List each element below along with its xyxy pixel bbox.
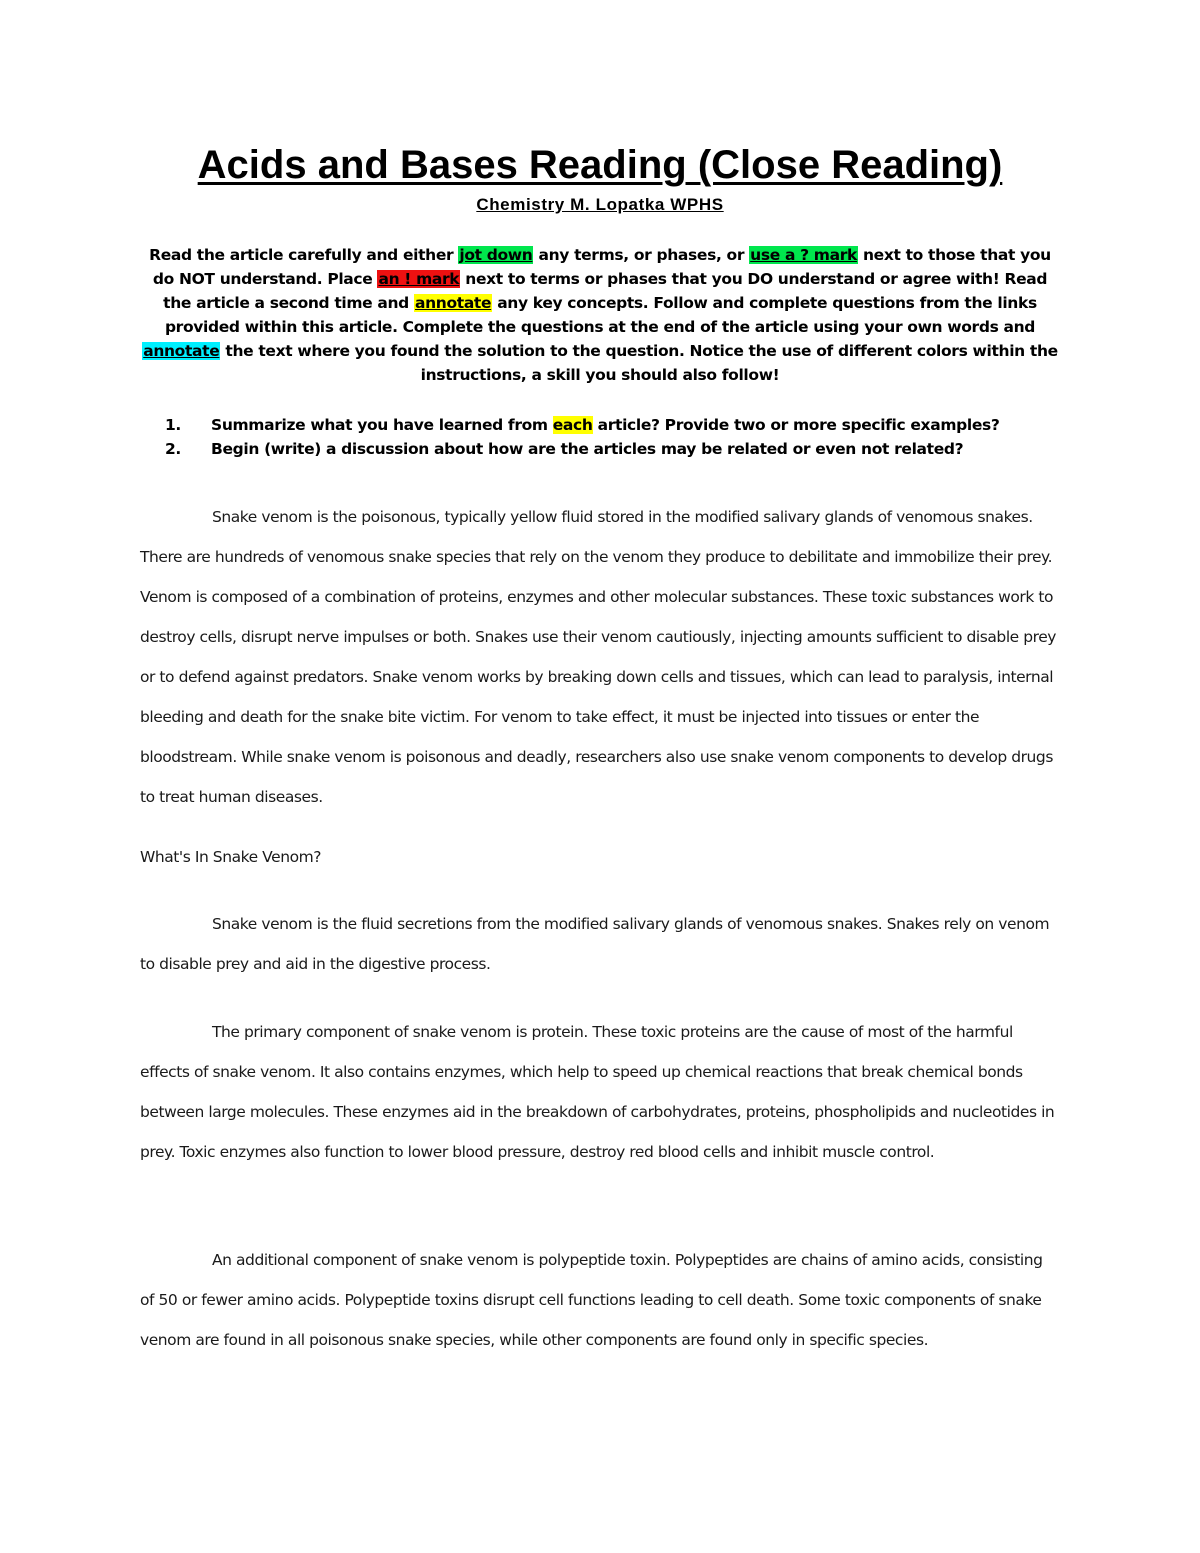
question-text-after: article? Provide two or more specific examples? [592,416,1000,434]
body-paragraph: An additional component of snake venom is polypeptide toxin. Polypeptides are chains of amino acids, consisting of 50 or fewer amino acids. Polypeptide toxins disrupt cell functions leading to cell death. Some toxic components of snake venom are found in all poisonous snake species, while other components are found only in specific species. [140,1251,1043,1349]
section-heading: What's In Snake Venom? [140,848,322,866]
instructions-text-2: any terms, or phases, or [533,246,750,264]
question-number: 1. [165,416,181,434]
question-text [211,413,1000,437]
highlight-exclamation-mark: an ! mark [378,270,460,288]
question-item [165,437,1065,461]
body-paragraph: Snake venom is the fluid secretions from the modified salivary glands of venomous snakes. Snakes rely on venom to disable prey and aid in the digestive process. [140,915,1050,973]
instructions-text-4: next to terms or phases that you DO understand or agree with! Read the article a second time and [163,270,1048,312]
highlight-question-mark: use a ? mark [750,246,857,264]
body-paragraph-intro: Snake venom is the poisonous, typically yellow fluid stored in the modified salivary glands of venomous snakes. There are hundreds of venomous snake species that rely on the venom they produce to debilitate and immobilize their prey. Venom is composed of a combination of proteins, enzymes and other molecular substances. These toxic substances work to destroy cells, disrupt nerve impulses or both. Snakes use their venom cautiously, injecting amounts sufficient to disable prey or to defend against predators. Snake venom works by breaking down cells and tissues, which can lead to paralysis, internal bleeding and death for the snake bite victim. For venom to take effect, it must be injected into tissues or enter the bloodstream. While snake venom is poisonous and deadly, researchers also use snake venom components to develop drugs to treat human diseases. [140,508,1057,806]
document-title: Acids and Bases Reading (Close Reading) [197,143,1003,187]
instructions-text-5: any key concepts. Follow and complete questions from the links provided within this article. Complete the questions at the end of the article using your own words and [164,294,1037,336]
instructions-paragraph [138,243,1062,387]
highlight-each: each [552,416,593,434]
instructions-text-1: Read the article carefully and either [149,246,459,264]
body-paragraph: The primary component of snake venom is protein. These toxic proteins are the cause of most of the harmful effects of snake venom. It also contains enzymes, which help to speed up chemical reactions that break chemical bonds between large molecules. These enzymes aid in the breakdown of carbohydrates, proteins, phospholipids and nucleotides in prey. Toxic enzymes also function to lower blood pressure, destroy red blood cells and inhibit muscle control. [140,1023,1055,1161]
document-subtitle: Chemistry M. Lopatka WPHS [476,195,724,214]
question-text: Begin (write) a discussion about how are the articles may be related or even not related? [211,440,964,458]
instructions-text-6: the text where you found the solution to the question. Notice the use of different colors within the instructions, a skill you should also follow! [220,342,1058,384]
highlight-annotate-yellow: annotate [414,294,492,312]
question-item [165,413,1065,437]
instructions-text-3: next to those that you do NOT understand. Place [152,246,1051,288]
highlight-jot-down: jot down [459,246,533,264]
question-number: 2. [165,440,181,458]
highlight-annotate-cyan: annotate [143,342,220,360]
questions-list [165,413,1065,461]
question-text-before: Summarize what you have learned from [211,416,553,434]
